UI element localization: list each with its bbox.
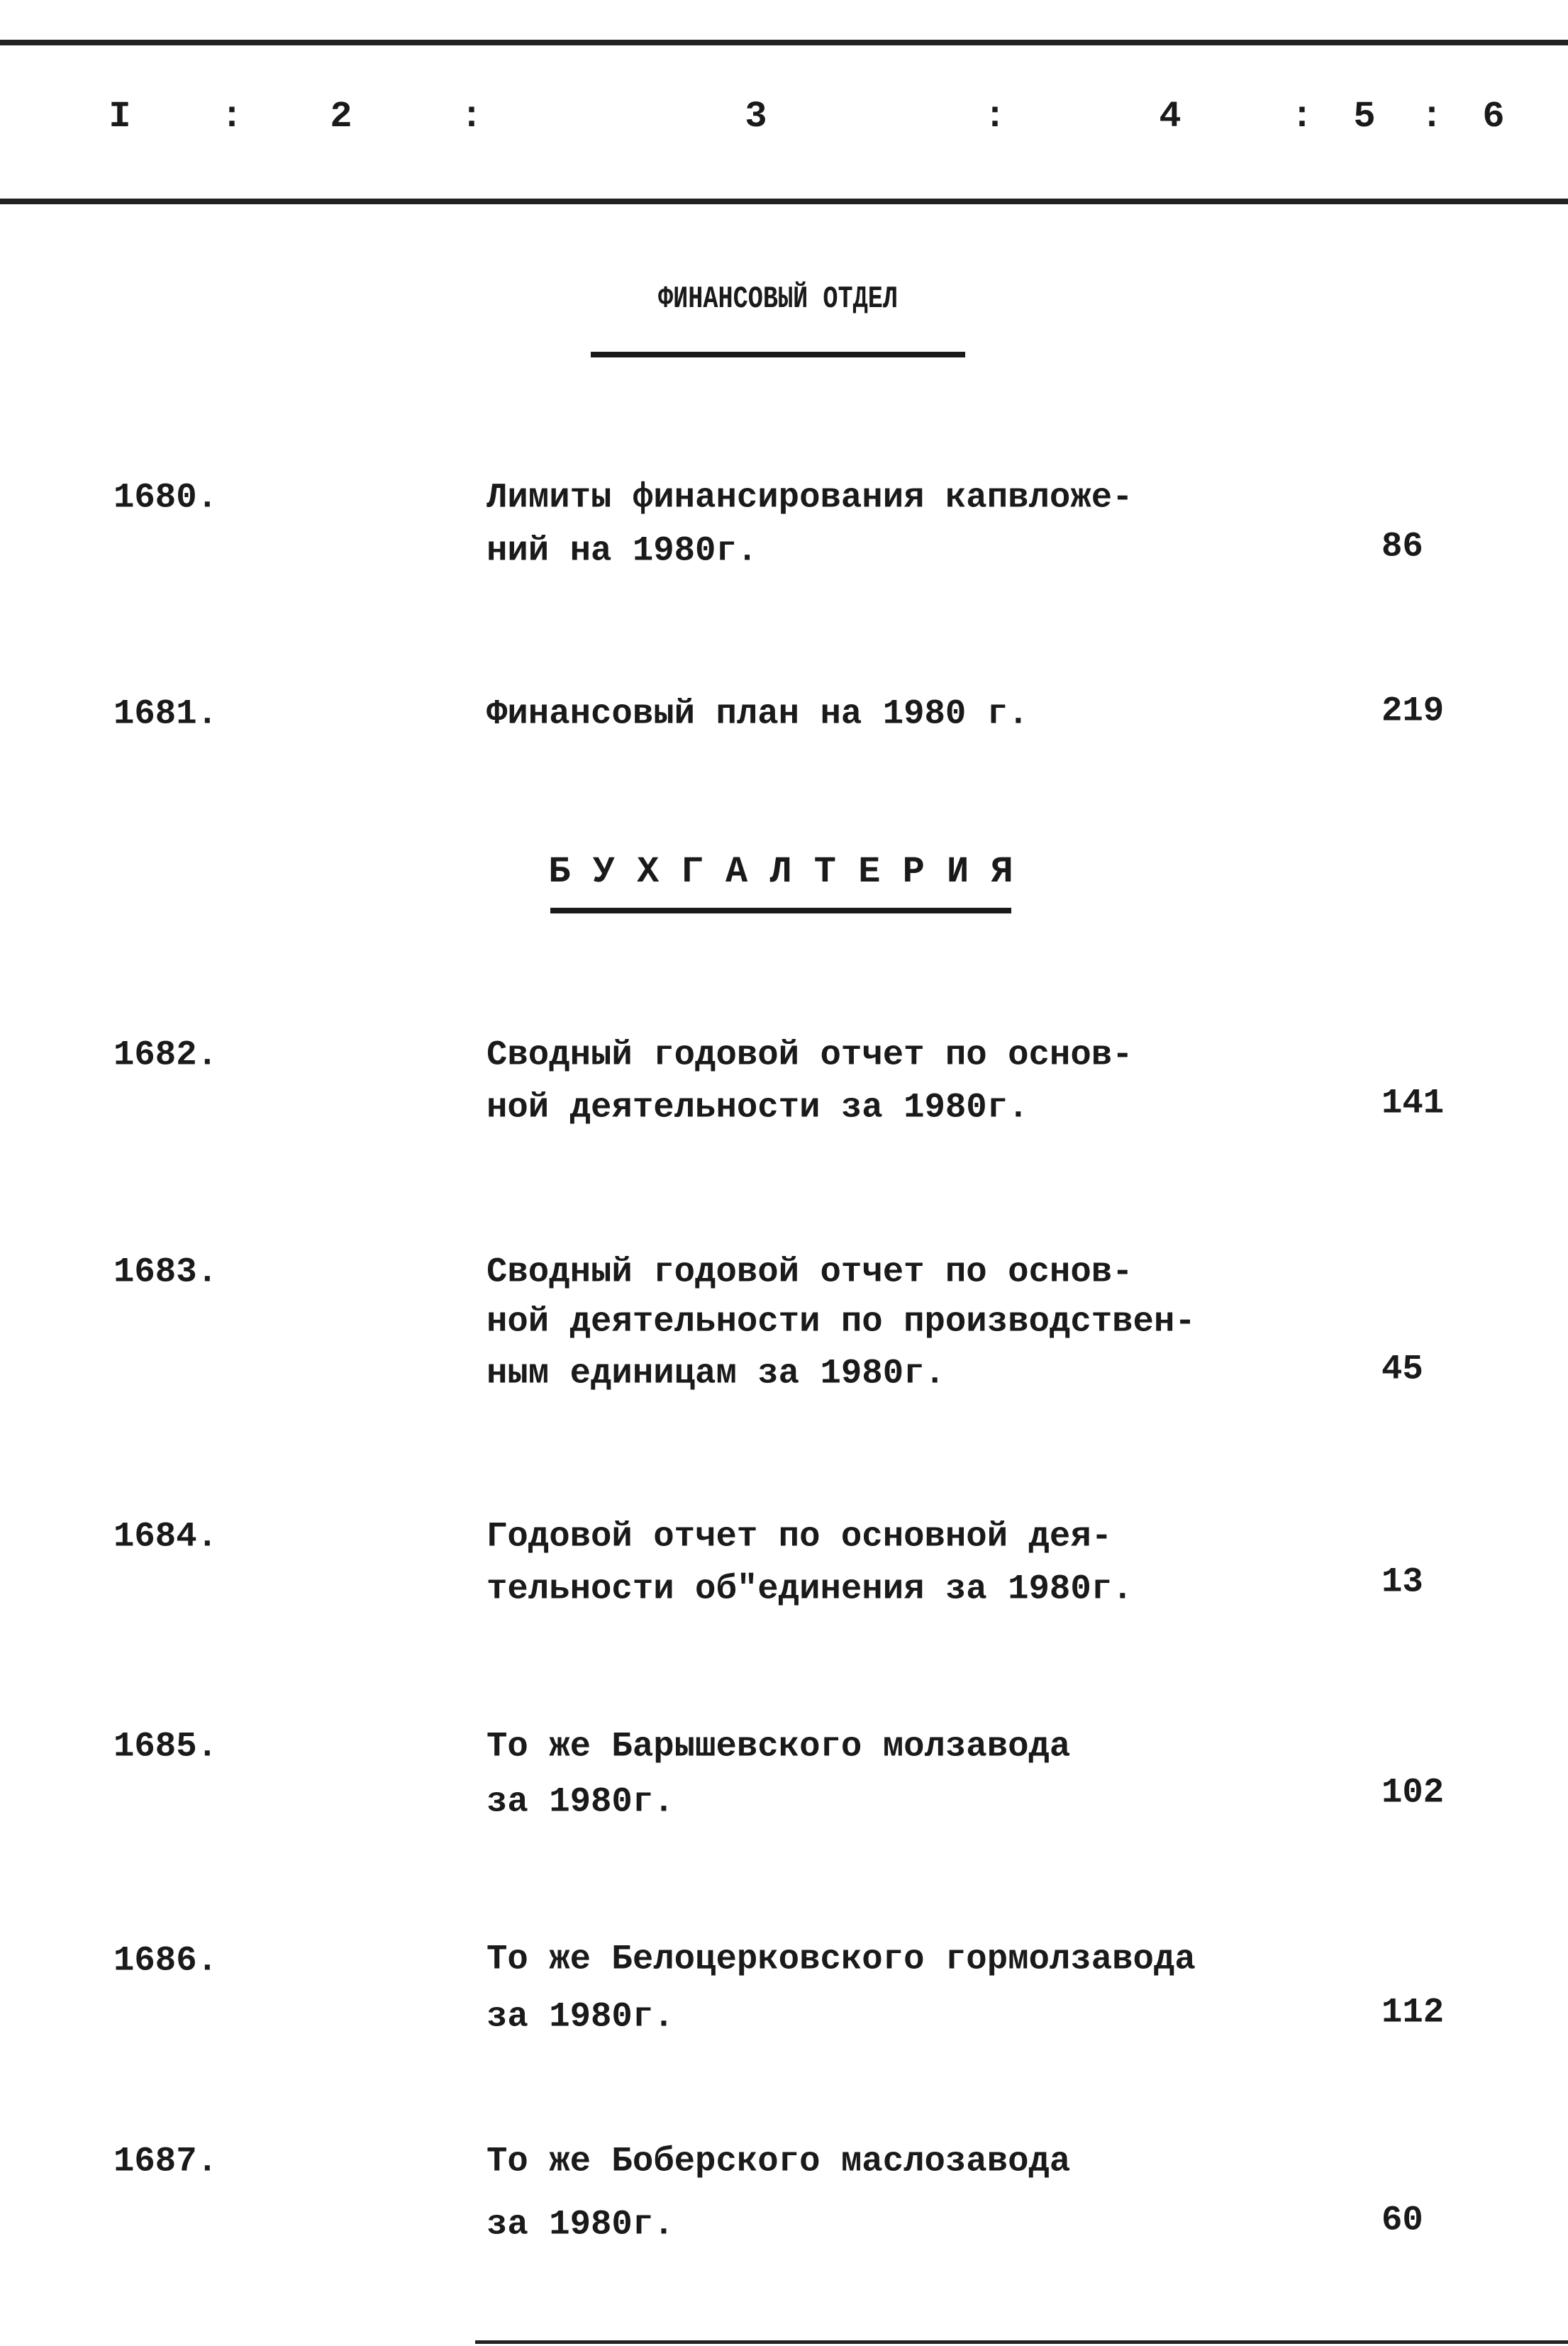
entry-title-line: То же Боберского маслозавода xyxy=(486,2141,1071,2181)
entry-number: 1686. xyxy=(113,1940,218,1981)
entry-number: 1687. xyxy=(113,2141,218,2181)
bottom-rule xyxy=(475,2340,1568,2344)
entry-title-line: за 1980г. xyxy=(486,1781,674,1822)
entry-title-line: ний на 1980г. xyxy=(486,530,758,571)
entry-title-line: Сводный годовой отчет по основ- xyxy=(486,1035,1133,1075)
entry-number: 1681. xyxy=(113,694,218,734)
entry-title-line: То же Белоцерковского гормолзавода xyxy=(486,1939,1196,1979)
column-separator: : xyxy=(460,96,483,138)
column-header-cell: 3 xyxy=(745,96,767,138)
entry-number: 1684. xyxy=(113,1516,218,1557)
entry-title-line: тельности об"единения за 1980г. xyxy=(486,1569,1133,1609)
entry-title-line: Лимиты финансирования капвложе- xyxy=(486,477,1133,518)
column-separator: : xyxy=(984,96,1006,138)
top-rule xyxy=(0,40,1568,45)
entry-number: 1683. xyxy=(113,1252,218,1292)
column-header-cell: I xyxy=(109,96,131,138)
section-title-underline xyxy=(591,352,965,357)
entry-title-line: ным единицам за 1980г. xyxy=(486,1353,945,1394)
column-header-cell: 2 xyxy=(330,96,352,138)
section-title-underline xyxy=(550,908,1011,913)
entry-pages: 141 xyxy=(1381,1083,1445,1123)
entry-pages: 219 xyxy=(1381,691,1445,731)
entry-pages: 86 xyxy=(1381,526,1423,567)
column-separator: : xyxy=(1291,96,1313,138)
entry-number: 1680. xyxy=(113,477,218,518)
entry-number: 1682. xyxy=(113,1035,218,1075)
section-title: ФИНАНСОВЫЙ ОТДЕЛ xyxy=(658,282,898,317)
entry-pages: 112 xyxy=(1381,1992,1445,2033)
entry-title-line: Годовой отчет по основной дея- xyxy=(486,1516,1113,1557)
section-title: Б У Х Г А Л Т Е Р И Я xyxy=(548,851,1013,893)
entry-title-line: ной деятельности за 1980г. xyxy=(486,1087,1029,1128)
entry-pages: 13 xyxy=(1381,1562,1423,1602)
entry-pages: 45 xyxy=(1381,1349,1423,1389)
entry-title-line: за 1980г. xyxy=(486,2204,674,2245)
entry-pages: 102 xyxy=(1381,1772,1445,1813)
entry-title-line: за 1980г. xyxy=(486,1996,674,2037)
entry-number: 1685. xyxy=(113,1726,218,1767)
entry-title-line: Сводный годовой отчет по основ- xyxy=(486,1252,1133,1292)
entry-title-line: То же Барышевского молзавода xyxy=(486,1726,1071,1767)
column-separator: : xyxy=(1420,96,1443,138)
column-header-cell: 5 xyxy=(1353,96,1376,138)
entry-title-line: ной деятельности по производствен- xyxy=(486,1301,1196,1342)
header-bottom-rule xyxy=(0,199,1568,204)
entry-pages: 60 xyxy=(1381,2200,1423,2240)
column-separator: : xyxy=(221,96,243,138)
column-header-cell: 4 xyxy=(1159,96,1181,138)
entry-title-line: Финансовый план на 1980 г. xyxy=(486,694,1029,734)
column-header-cell: 6 xyxy=(1482,96,1505,138)
